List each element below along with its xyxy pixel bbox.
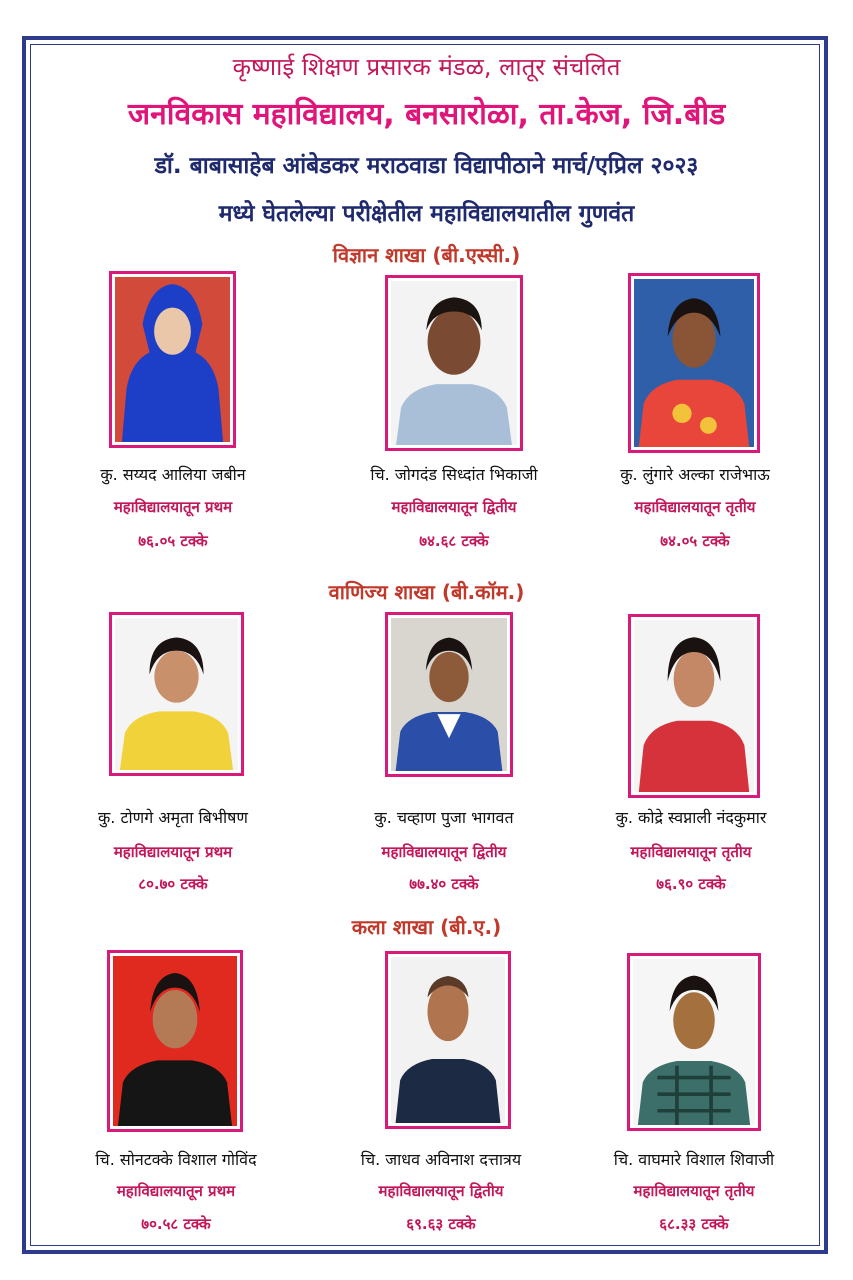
student-name: कु. कोद्रे स्वप्नाली नंदकुमार bbox=[615, 808, 767, 827]
student-percentage: ७६.०५ टक्के bbox=[138, 532, 208, 550]
section-title-science: विज्ञान शाखा (बी.एस्सी.) bbox=[332, 243, 521, 267]
student-name: कु. सय्यद आलिया जबीन bbox=[100, 465, 246, 484]
student-percentage: ७६.९० टक्के bbox=[656, 875, 726, 893]
student-name: चि. जोगदंड सिध्दांत भिकाजी bbox=[370, 465, 538, 484]
organization-name: कृष्णाई शिक्षण प्रसारक मंडळ, लातूर संचलित bbox=[232, 53, 621, 81]
student-name: कु. टोणगे अमृता बिभीषण bbox=[98, 808, 248, 827]
student-rank: महाविद्यालयातून द्वितीय bbox=[378, 1182, 504, 1200]
student-photo bbox=[107, 950, 243, 1132]
student-name: चि. वाघमारे विशाल शिवाजी bbox=[613, 1150, 775, 1169]
student-photo bbox=[627, 953, 761, 1131]
student-photo bbox=[385, 612, 513, 777]
exam-description-line1: डॉ. बाबासाहेब आंबेडकर मराठवाडा विद्यापीठाने मार्च/एप्रिल २०२३ bbox=[154, 153, 699, 179]
student-photo bbox=[109, 612, 244, 776]
student-name: चि. सोनटक्के विशाल गोविंद bbox=[95, 1150, 257, 1169]
student-photo bbox=[109, 271, 236, 448]
student-percentage: ७०.५८ टक्के bbox=[141, 1215, 211, 1233]
student-rank: महाविद्यालयातून तृतीय bbox=[634, 498, 756, 516]
student-photo bbox=[628, 614, 760, 798]
student-rank: महाविद्यालयातून तृतीय bbox=[633, 1182, 755, 1200]
student-name: कु. चव्हाण पुजा भागवत bbox=[374, 808, 514, 827]
student-photo bbox=[385, 275, 523, 451]
section-title-commerce: वाणिज्य शाखा (बी.कॉम.) bbox=[328, 580, 525, 604]
section-title-arts: कला शाखा (बी.ए.) bbox=[351, 915, 502, 939]
student-rank: महाविद्यालयातून प्रथम bbox=[113, 498, 233, 516]
student-name: कु. लुंगारे अल्का राजेभाऊ bbox=[620, 465, 770, 484]
student-percentage: ६९.६३ टक्के bbox=[406, 1215, 476, 1233]
student-percentage: ७४.०५ टक्के bbox=[660, 532, 730, 550]
student-percentage: ८०.७० टक्के bbox=[138, 875, 208, 893]
exam-description-line2: मध्ये घेतलेल्या परीक्षेतील महाविद्यालयातील गुणवंत bbox=[218, 201, 635, 227]
student-rank: महाविद्यालयातून द्वितीय bbox=[391, 498, 517, 516]
student-percentage: ७७.४० टक्के bbox=[409, 875, 479, 893]
college-name: जनविकास महाविद्यालय, बनसारोळा, ता.केज, जि.बीड bbox=[127, 97, 726, 132]
student-rank: महाविद्यालयातून प्रथम bbox=[113, 843, 233, 861]
student-photo bbox=[385, 951, 511, 1129]
student-percentage: ६८.३३ टक्के bbox=[659, 1215, 729, 1233]
student-rank: महाविद्यालयातून द्वितीय bbox=[381, 843, 507, 861]
student-rank: महाविद्यालयातून तृतीय bbox=[630, 843, 752, 861]
student-name: चि. जाधव अविनाश दत्तात्रय bbox=[360, 1150, 522, 1169]
student-rank: महाविद्यालयातून प्रथम bbox=[116, 1182, 236, 1200]
student-percentage: ७४.६८ टक्के bbox=[419, 532, 489, 550]
student-photo bbox=[628, 273, 760, 453]
